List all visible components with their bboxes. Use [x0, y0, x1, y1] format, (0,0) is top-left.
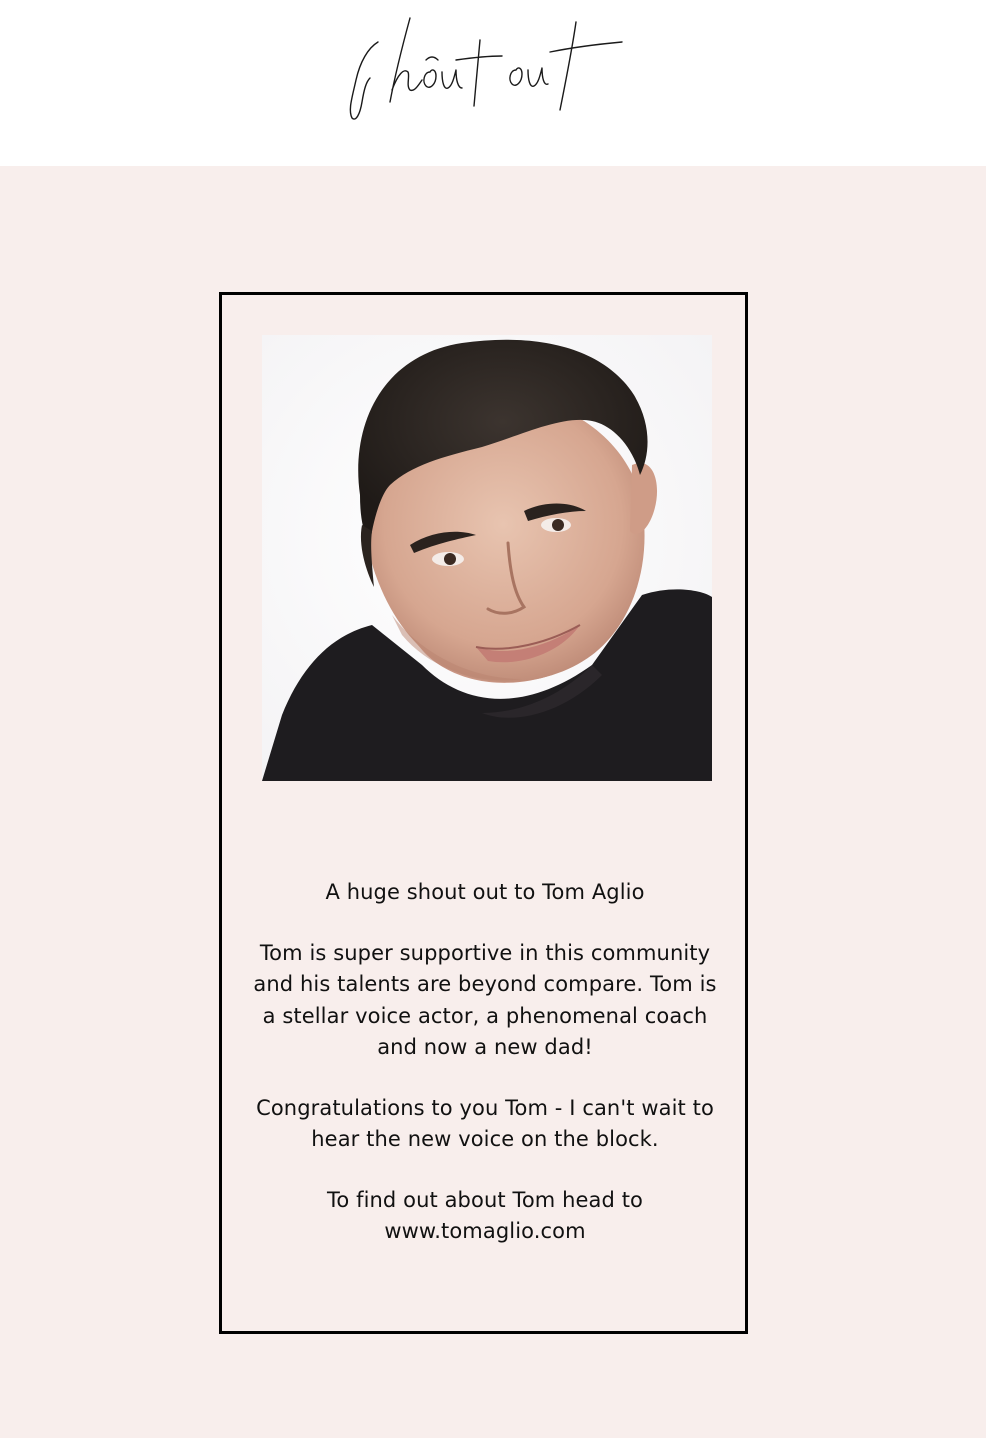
- script-logo-graphic: [330, 10, 640, 140]
- message-body: Tom is super supportive in this community and his talents are beyond compare. Tom is a stellar voice actor, a phenomenal coach and now a new dad!: [253, 940, 717, 1059]
- website-link[interactable]: www.tomaglio.com: [384, 1219, 586, 1243]
- profile-photo: [262, 335, 712, 781]
- message-find-out: [252, 1185, 718, 1248]
- shout-out-logo: [330, 10, 640, 140]
- header: [0, 0, 987, 166]
- message-congrats: Congratulations to you Tom - I can't wait to hear the new voice on the block.: [256, 1095, 714, 1151]
- find-out-prefix: To find out about Tom head to: [327, 1187, 643, 1212]
- shout-out-message: [252, 877, 718, 1277]
- portrait-illustration: [262, 335, 712, 781]
- message-intro: A huge shout out to Tom Aglio: [325, 880, 645, 904]
- shout-out-card: [219, 292, 748, 1334]
